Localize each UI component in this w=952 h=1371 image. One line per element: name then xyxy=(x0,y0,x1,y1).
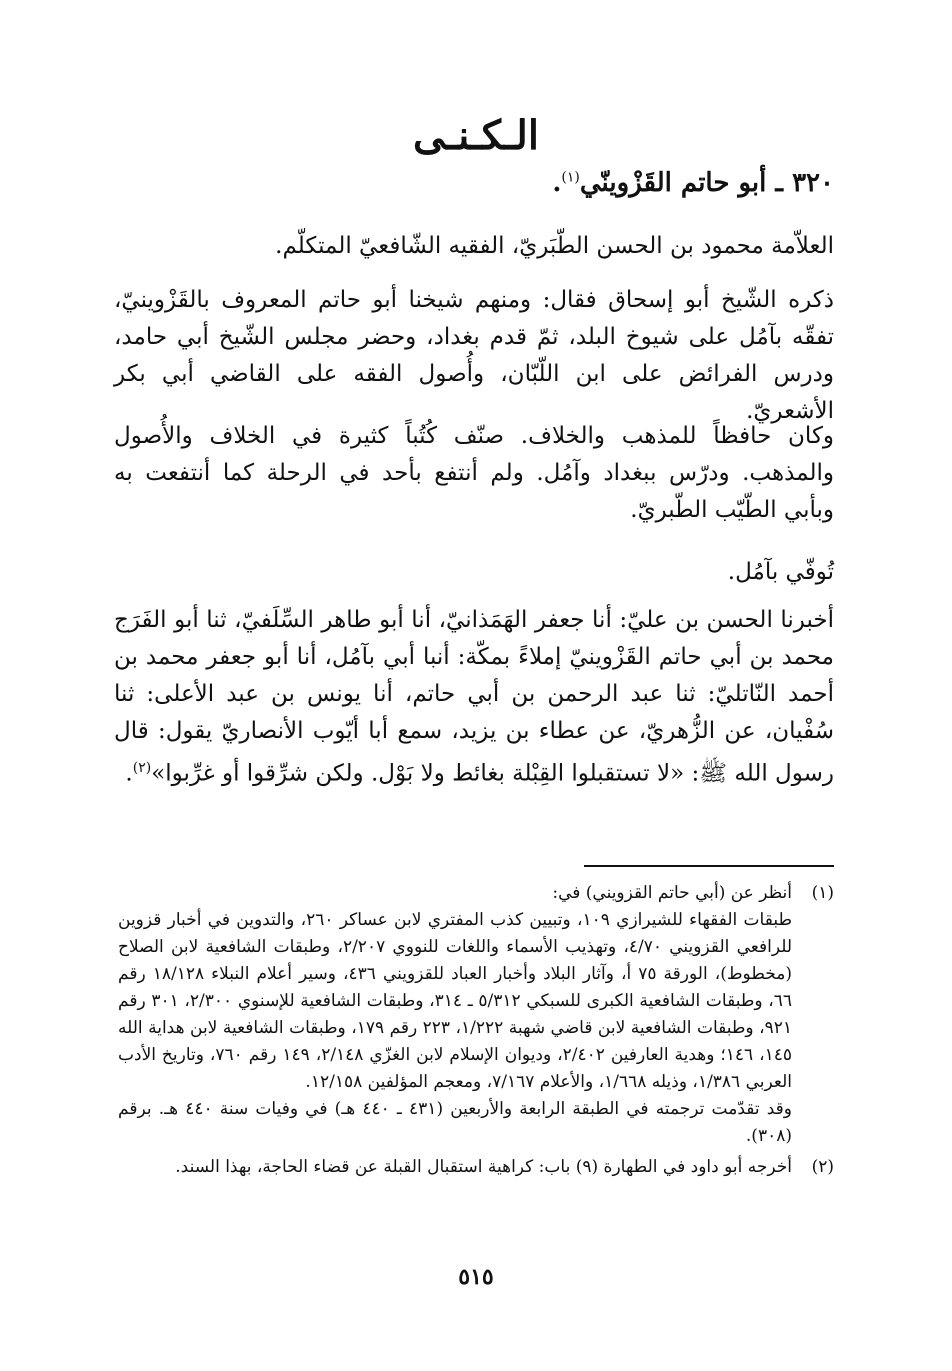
entry-works-block xyxy=(114,418,834,529)
footnote-line: وقد تقدّمت ترجمته في الطبقة الرابعة والأربعين (٤٣١ ـ ٤٤٠ هـ) في وفيات سنة ٤٤٠ هـ. برقم (٣٠٨). xyxy=(118,1099,792,1146)
entry-bio-block xyxy=(114,282,834,430)
footnote-body xyxy=(118,1154,792,1181)
entry-hadith-block xyxy=(114,602,834,793)
footnote-body xyxy=(118,880,792,1150)
section-title: الـكـنـى xyxy=(413,112,539,159)
footnote-ref-1: (١) xyxy=(561,169,580,186)
entry-subtitle-block xyxy=(114,228,834,265)
footnote-divider xyxy=(584,865,834,867)
hadith-end: . xyxy=(125,760,133,787)
footnotes xyxy=(118,880,834,1183)
footnote-line: أنظر عن (أبي حاتم القزويني) في: xyxy=(552,883,792,903)
footnote-1 xyxy=(118,880,834,1150)
footnote-number: (٢) xyxy=(811,1157,834,1177)
entry-heading xyxy=(118,168,834,198)
footnote-line: طبقات الفقهاء للشيرازي ١٠٩، وتبيين كذب المفتري لابن عساكر ٢٦٠، والتدوين في أخبار قزوين للرافعي القزويني ٤/٧٠، وتهذيب الأسماء واللغات للنووي ٢/٢٠٧، وطبقات الشافعية لابن الصلاح (مخطوط)، الورقة ٧٥ أ، وآثار البلاد وأخبار العباد للقزويني ٤٣٦، وسير أعلام النبلاء ١٨/١٢٨ رقم ٦٦، وطبقات الشافعية الكبرى للسبكي ٥/٣١٢ ـ ٣١٤، وطبقات الشافعية للإسنوي ٢/٣٠٠، ٣٠١ رقم ٩٢١، وطبقات الشافعية لابن قاضي شهبة ١/٢٢٢، ٢٢٣ رقم ١٧٩، وطبقات الشافعية لابن هداية الله ١٤٥، ١٤٦؛ وهدية العارفين ٢/٤٠٢، وديوان الإسلام لابن الغزّي ٢/١٤٨، ١٤٩ رقم ٧٦٠، وتاريخ الأدب العربي ١/٣٨٦، وذيله ١/٦٦٨، والأعلام ٧/١٦٧، ومعجم المؤلفين ١٢/١٥٨. xyxy=(118,910,793,1092)
entry-heading-end: . xyxy=(552,168,562,198)
entry-death-block xyxy=(114,554,834,591)
entry-subtitle: العلاّمة محمود بن الحسن الطّبَريّ، الفقيه الشّافعيّ المتكلّم. xyxy=(275,233,834,259)
hadith-text: أخبرنا الحسن بن عليّ: أنا جعفر الهَمَذانيّ، أنا أبو طاهر السِّلَفيّ، ثنا أبو الفَرَج محمد بن أبي حاتم القَزْوينيّ إملاءً بمكّة: أنبا أبي بآمُل، أنا أبو جعفر محمد بن أحمد النّاتليّ: ثنا عبد الرحمن بن أبي حاتم، أنا يونس بن عبد الأعلى: ثنا سُفْيان، عن الزُّهريّ، عن عطاء بن يزيد، سمع أبا أيّوب الأنصاريّ يقول: قال رسول الله ﷺ: «لا تستقبلوا القِبْلة بغائط ولا بَوْل. ولكن شرِّقوا أو غرِّبوا» xyxy=(114,607,834,787)
page-number: ٥١٥ xyxy=(458,1264,494,1290)
entry-bio: ذكره الشّيخ أبو إسحاق فقال: ومنهم شيخنا أبو حاتم المعروف بالقَزْوينيّ، تفقّه بآمُل على شيوخ البلد، ثمّ قدم بغداد، وحضر مجلس الشّيخ أبي حامد، ودرس الفرائض على ابن اللّبّان، وأُصول الفقه على القاضي أبي بكر الأشعريّ. xyxy=(114,287,834,424)
footnote-number: (١) xyxy=(811,883,834,903)
footnote-ref-2: (٢) xyxy=(132,760,152,776)
entry-name: ٣٢٠ ـ أبو حاتم القَزْوينّي xyxy=(579,168,834,198)
footnote-2 xyxy=(118,1154,834,1181)
footnote-line: أخرجه أبو داود في الطهارة (٩) باب: كراهية استقبال القبلة عن قضاء الحاجة، بهذا السند. xyxy=(175,1157,792,1177)
entry-hadith xyxy=(114,602,834,793)
entry-works: وكان حافظاً للمذهب والخلاف. صنّف كُتُباً كثيرة في الخلاف والأُصول والمذهب. ودرّس ببغداد وآمُل. ولم أنتفع بأحد في الرحلة كما أنتفعت به وبأبي الطّيّب الطّبريّ. xyxy=(114,423,834,523)
entry-death: تُوفّي بآمُل. xyxy=(727,559,834,585)
